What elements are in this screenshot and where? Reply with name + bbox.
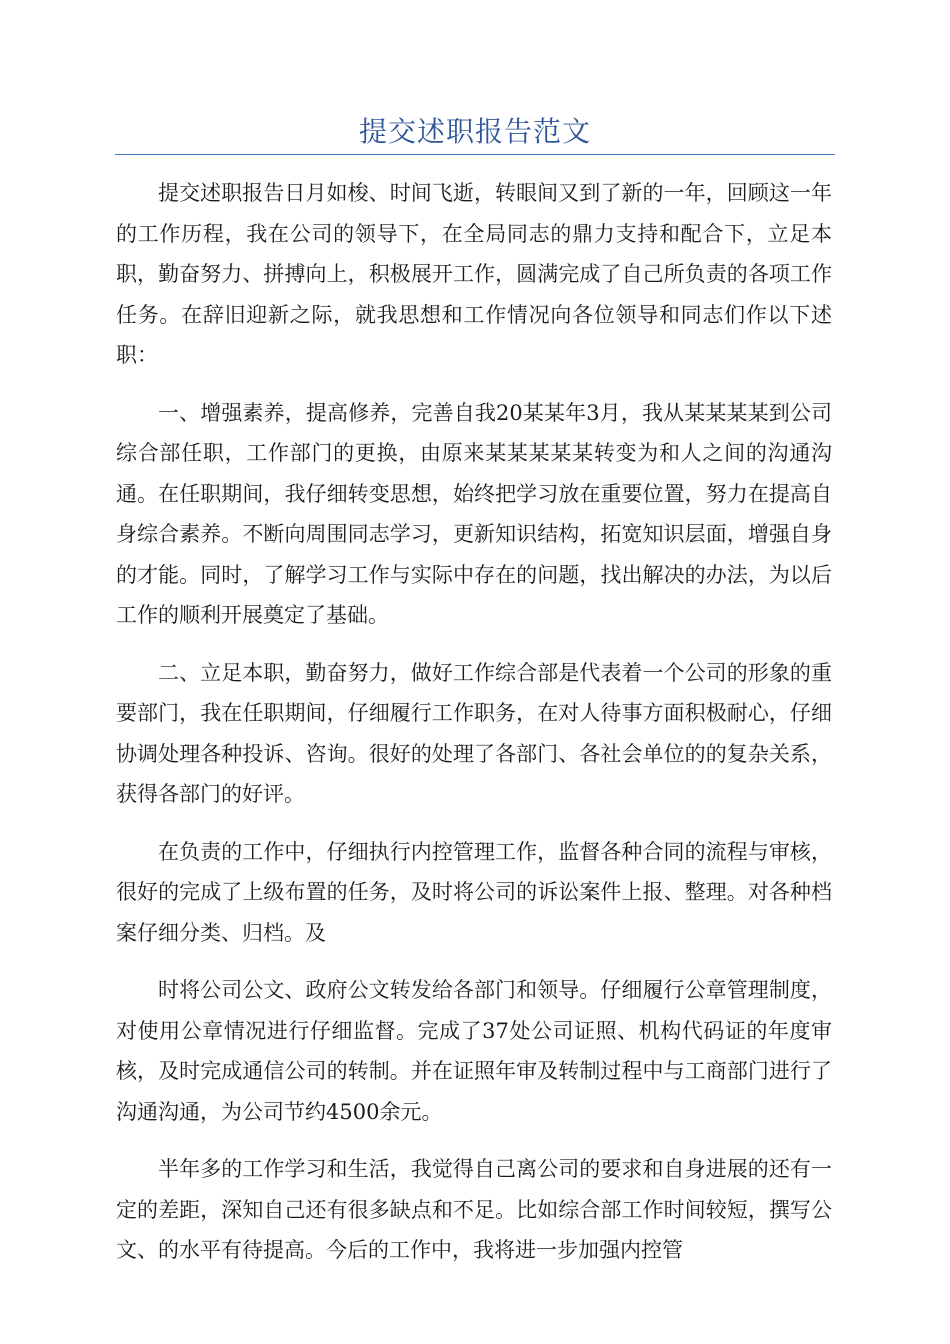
paragraph-section-one: 一、增强素养，提高修养，完善自我20某某年3月，我从某某某某到公司综合部任职，工作部门的更换，由原来某某某某某转变为和人之间的沟通沟通。在任职期间，我仔细转变思想，始终把学习放在重要位置，努力在提高自身综合素养。不断向周围同志学习，更新知识结构，拓宽知识层面，增强自身的才能。同时，了解学习工作与实际中存在的问题，找出解决的办法，为以后工作的顺利开展奠定了基础。 xyxy=(116,400,832,627)
paragraph-internal-control: 在负责的工作中，仔细执行内控管理工作，监督各种合同的流程与审核，很好的完成了上级布置的任务，及时将公司的诉讼案件上报、整理。对各种档案仔细分类、归档。及 xyxy=(116,839,832,945)
paragraph-summary: 半年多的工作学习和生活，我觉得自己离公司的要求和自身进展的还有一定的差距，深知自己还有很多缺点和不足。比如综合部工作时间较短，撰写公文、的水平有待提高。今后的工作中，我将进一步加强内控管 xyxy=(116,1157,832,1262)
title-underline xyxy=(115,154,835,155)
document-title: 提交述职报告范文 xyxy=(358,115,591,148)
paragraph-section-two: 二、立足本职，勤奋努力，做好工作综合部是代表着一个公司的形象的重要部门，我在任职期间，仔细履行工作职务，在对人待事方面积极耐心，仔细协调处理各种投诉、咨询。很好的处理了各部门、各社会单位的的复杂关系，获得各部门的好评。 xyxy=(116,660,832,806)
document-body xyxy=(116,173,832,1288)
paragraph-documents: 时将公司公文、政府公文转发给各部门和领导。仔细履行公章管理制度，对使用公章情况进行仔细监督。完成了37处公司证照、机构代码证的年度审核，及时完成通信公司的转制。并在证照年审及转制过程中与工商部门进行了沟通沟通，为公司节约4500余元。 xyxy=(116,978,832,1124)
paragraph-intro: 提交述职报告日月如梭、时间飞逝，转眼间又到了新的一年，回顾这一年的工作历程，我在公司的领导下，在全局同志的鼎力支持和配合下，立足本职，勤奋努力、拼搏向上，积极展开工作，圆满完成了自己所负责的各项工作任务。在辞旧迎新之际，就我思想和工作情况向各位领导和同志们作以下述职： xyxy=(116,181,832,367)
